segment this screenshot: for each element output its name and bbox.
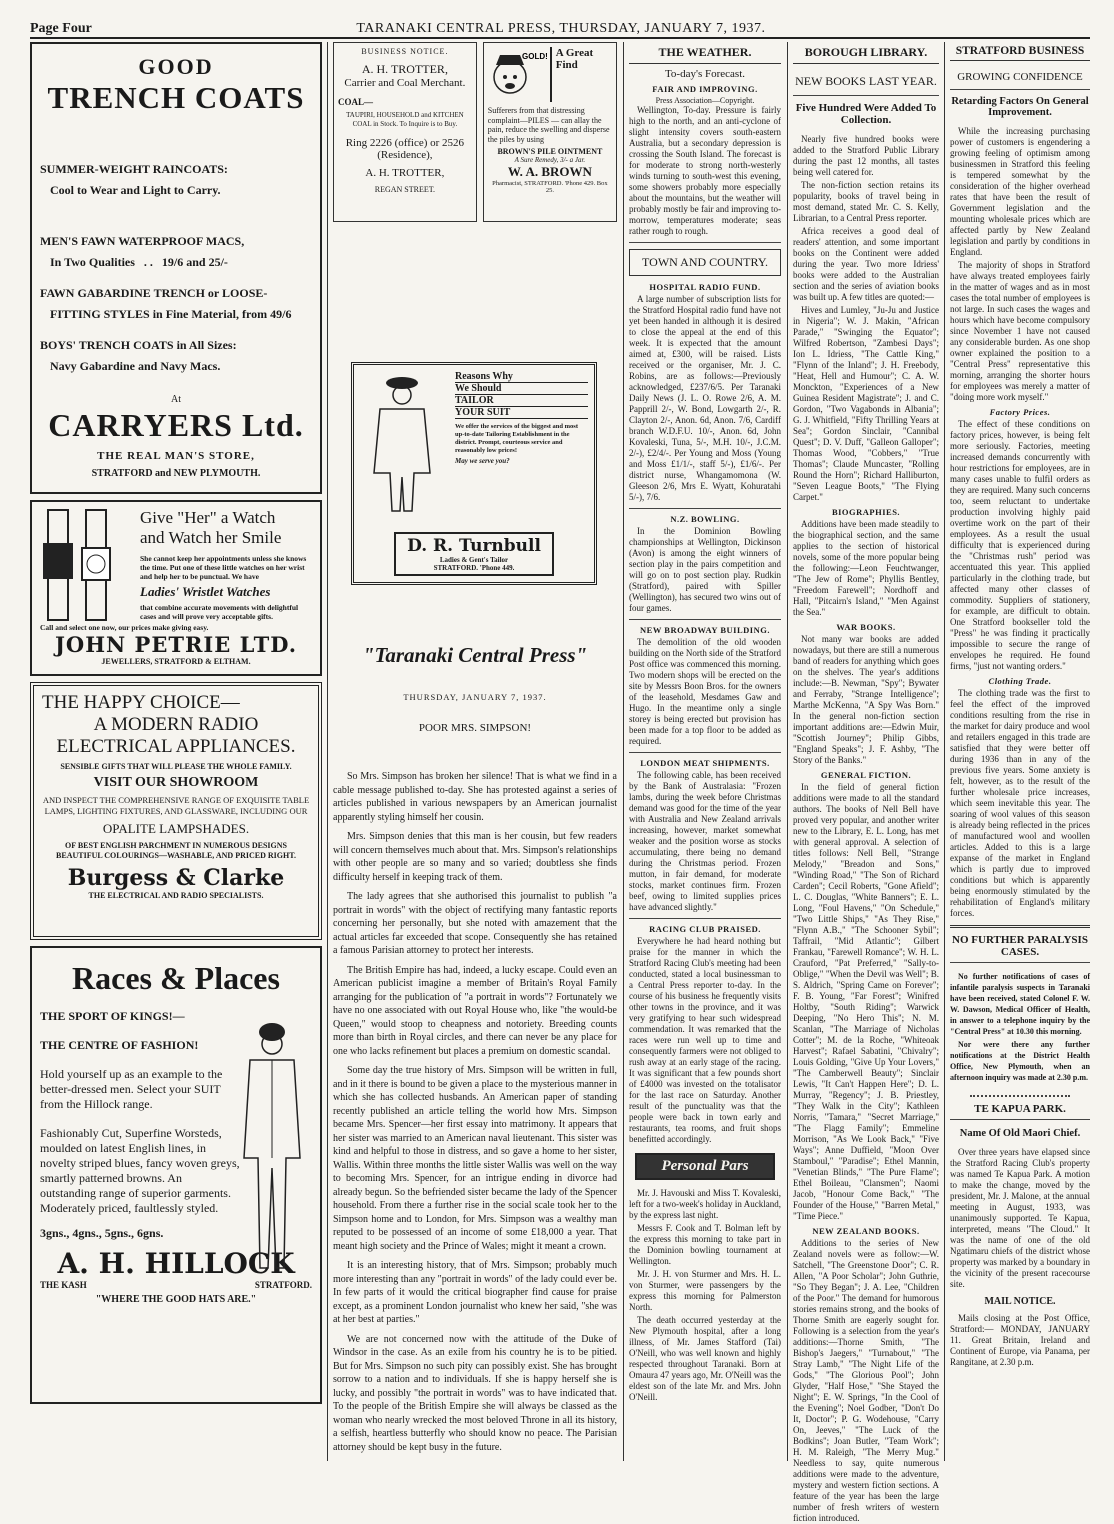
brown-found: A Great Find bbox=[550, 47, 606, 102]
trotter-coal: COAL— bbox=[338, 97, 374, 107]
watch-firm: JOHN PETRIE LTD. bbox=[54, 632, 298, 657]
business-sub-2: Retarding Factors On General Improvement. bbox=[951, 96, 1089, 118]
ad-trench-at: At bbox=[171, 394, 181, 405]
town-item bbox=[629, 625, 781, 747]
business-paragraph: While the increasing purchasing power of customers is engendering a growing feeling of optimism among businessmen in Stratford this feeling is tempered somewhat by the consideration of the higher overhead rates that have been the result of Government legislation and the mounting wholesale prices which are affected partly by New Zealand legislation and partly by conditions in England. bbox=[950, 126, 1090, 257]
mail-notice-title: MAIL NOTICE. bbox=[984, 1296, 1056, 1307]
business-clothing: The clothing trade was the first to feel the effect of the improved conditions resulting from the rise in the market for dairy produce and wool and retailers engaged in this trade are satisfied that they were better off during 1936 than in any of the previous five years. Some anxiety is felt, however, as to the result of the further wholesale price increases, which seem inevitable this year. The soaring of wool values of this season is already being reflected in the prices of manufactured wool and woollen articles. Added to this is a large expanse of the market in England which is partly due to improved conditions but which is apparently being enormously stimulated by the rehabilitation of England's military forces. bbox=[950, 688, 1090, 918]
column-advertisements bbox=[30, 42, 322, 1461]
watch-headline-2: and Watch her Smile bbox=[140, 528, 282, 547]
ad-trench-line5: FAWN GABARDINE TRENCH or LOOSE- bbox=[40, 286, 268, 300]
personal-item: Messrs F. Cook and T. Bolman left by the express this morning to take part in the Dominion bowling tournament at Wellington. bbox=[629, 1223, 781, 1266]
masthead-line: TARANAKI CENTRAL PRESS, THURSDAY, JANUARY 7, 1937. bbox=[356, 21, 766, 36]
paralysis-text-1: No further notifications of cases of infantile paralysis suspects in Taranaki have been received, stated Colonel F. W. W. Dawson, Medical Officer of Health, in answer to a telephone inquiry by the "Central Press" at 10.30 this morning. bbox=[950, 972, 1090, 1036]
hillock-right: STRATFORD. bbox=[254, 1280, 312, 1290]
hillock-slogan: "WHERE THE GOOD HATS ARE." bbox=[95, 1294, 257, 1305]
weather-sub: FAIR AND IMPROVING. bbox=[652, 84, 758, 94]
ad-trench-coats bbox=[30, 42, 322, 494]
column-library bbox=[793, 42, 939, 1523]
ad-trench-towns: STRATFORD and NEW PLYMOUTH. bbox=[91, 468, 261, 479]
page-label: Page Four bbox=[30, 21, 92, 36]
editorial-paragraph: We are not concerned now with the attitude of the Duke of Windsor in the case. As an exile from his country he is to be pitied. But for Mrs. Simpson no such pity can possibly exist. She has brought sorrow to a nation and to individuals. If she is happy herself she is lucky, and possibly "the portrait in words" was to have indicated that. To the people of the British Empire she will always be classed as the woman who nearly wrecked the most beloved Throne in all its history, a selfish, heartless butterfly who should know no peace. The Parisian attorney should be kept busy in the future. bbox=[333, 1333, 617, 1453]
tailored-man-illustration bbox=[362, 373, 442, 513]
town-item bbox=[629, 514, 781, 614]
ad-trench-good: GOOD bbox=[138, 54, 214, 79]
races-line-4: Fashionably Cut, Superfine Worsteds, moulded on latest English lines, in novelty striped blues, fancy woven greys, smartly patterned browns. An outstanding range of superior garments. Moderately priced, faultlessly styled. bbox=[40, 1126, 240, 1215]
ad-hillock-suits bbox=[30, 946, 322, 1404]
town-item-text: Everywhere he had heard nothing but praise for the manner in which the Stratford Racing Club's meeting had been conducted, stated a local businessman to a Central Press reporter to-day. In the course of his business he frequently visits other towns in the province, and it was very gratifying to hear such widespread commendation. It was remarked that the races were run well up to time and consequently farmers were not obliged to rush away at an early stage of the racing. It was significant that a few pounds short of £4000 was invested on the totalisator for the last race on Saturday. Another result of the punctuality was that the people were back in town early and restaurants, tea rooms, and fruit shops benefitted accordingly. bbox=[629, 936, 781, 1144]
town-item-heading: RACING CLUB PRAISED. bbox=[649, 924, 761, 934]
ad-trotter bbox=[333, 42, 477, 222]
trotter-coal-text: TAUPIRI, HOUSEHOLD and KITCHEN COAL in Stock. To Inquire is to Buy. bbox=[346, 111, 464, 128]
races-prices: 3gns., 4gns., 5gns., 6gns. bbox=[40, 1226, 164, 1240]
races-title: Races & Places bbox=[72, 960, 280, 996]
editorial-title: POOR MRS. SIMPSON! bbox=[418, 722, 532, 734]
town-country-title: TOWN AND COUNTRY. bbox=[629, 249, 781, 276]
library-paragraph: The non-fiction section retains its popularity, books of travel being in most demand, stated Mr. C. S. Kelly, Librarian, to a Central Press reporter. bbox=[793, 180, 939, 223]
radio-line-3: ELECTRICAL APPLIANCES. bbox=[56, 736, 296, 757]
library-paragraph: Africa receives a good deal of readers' attention, and some important books on the Continent were added during the year. Two more Idriess' books were added to the Australian section and the series of aviation books was built up. A few titles are quoted:— bbox=[793, 226, 939, 302]
radio-firm: Burgess & Clarke bbox=[67, 865, 285, 891]
town-item-heading: HOSPITAL RADIO FUND. bbox=[649, 282, 761, 292]
tailor-ask: May we serve you? bbox=[455, 457, 510, 465]
weather-credit: Press Association—Copyright. bbox=[655, 96, 755, 105]
trotter-ring: Ring 2226 (office) or 2526 (Residence), bbox=[345, 137, 465, 161]
town-item bbox=[629, 282, 781, 503]
editorial-masthead: "Taranaki Central Press" bbox=[362, 643, 588, 667]
library-nz: Additions to the series of New Zealand novels were as follow:—W. Satchell, "The Greenstone Door"; C. R. Allen, "A Poor Scholar"; John Guthrie, "So They Began"; J. A. Lee, "Children of the Poor." The demand for humorous stories remains strong, and the books of Thorne Smith are eagerly sought for. Following is a selection from the year's additions:—Thorne Smith, "The Bishop's Jaegers," "Turnabout," "The Stray Lamb," "The Night Life of the Gods," "The Glorious Pool"; John Glyder, "Half Hose," "She Stayed the Night"; E. W. Springs, "In the Cool of the Evening"; Noel Godber, "Don't Do It, Doctor"; P. G. Wodehouse, "Carry On, Jeeves," "The Luck of the Bodkins"; Joan Butler, "Team Work"; H. M. Raleigh, "The Merry Mug." Needless to say, quite numerous additions were made to the adventure, mystery and western fiction sections. A feature of the year has been the large number of fresh writers of western fiction introduced. bbox=[793, 1238, 939, 1523]
ad-trench-line7: BOYS' TRENCH COATS in All Sizes: bbox=[40, 338, 237, 352]
personal-item: Mr. J. H. von Sturmer and Mrs. H. L. von Sturmer, were passengers by the express this morning for Palmerston North. bbox=[629, 1269, 781, 1312]
library-nz-heading: NEW ZEALAND BOOKS. bbox=[812, 1226, 920, 1236]
tailor-heading-3: TAILOR bbox=[455, 395, 588, 407]
paralysis-title: NO FURTHER PARALYSIS CASES. bbox=[950, 934, 1090, 963]
ad-turnbull-tailor bbox=[351, 362, 597, 585]
gold-prospector-illustration bbox=[488, 47, 550, 102]
town-item bbox=[629, 924, 781, 1145]
radio-firm-sub: THE ELECTRICAL AND RADIO SPECIALISTS. bbox=[88, 891, 264, 900]
ad-trench-line3: MEN'S FAWN WATERPROOF MACS, bbox=[40, 234, 245, 248]
watch-text-1: She cannot keep her appointments unless she knows the time. Put one of these little watches on her wrist and help her to be punctual. We have bbox=[140, 554, 307, 581]
personal-pars-title: Personal Pars bbox=[635, 1153, 775, 1180]
kapua-title: TE KAPUA PARK. bbox=[950, 1103, 1090, 1120]
hillock-left: THE KASH bbox=[40, 1280, 87, 1290]
library-paragraph: Hives and Lumley, "Ju-Ju and Justice in Nigeria"; W. J. Makin, "African Parade," "Swinging the Equator"; Wilfred Robertson, "Zambesi Days"; Ion L. Idriess, "The Cattle King," "Flynn of the Inland"; J. H. Freebody, "Heat, Hell and Humour"; C. A. W. Monckton, "Experiences of a New Guinea Resident Magistrate"; J. and C. Gordon, "Two Vagabonds in Albania"; G. J. Whitfield, "Fifty Thrilling Years at Sea"; Gordon Sinclair, "Cannibal Quest"; D. V. Duff, "Galleon Galloper"; Thomas Wood, "Cobbers," "True Thomas"; Claude Muncaster, "Rolling Round the Horn"; Richard Halliburton, "Seven League Boots," "The Flying Carpet." bbox=[793, 305, 939, 502]
brown-firm: W. A. BROWN bbox=[507, 164, 592, 179]
ad-trench-line1: SUMMER-WEIGHT RAINCOATS: bbox=[40, 162, 228, 176]
trotter-street: REGAN STREET. bbox=[374, 185, 436, 194]
radio-line-7: OPALITE LAMPSHADES. bbox=[102, 821, 250, 836]
trotter-sign: A. H. TROTTER, bbox=[365, 167, 445, 179]
watch-headline-1: Give "Her" a Watch bbox=[140, 508, 276, 527]
ad-trench-title: TRENCH COATS bbox=[47, 80, 305, 115]
ad-trench-line2: Cool to Wear and Light to Carry. bbox=[50, 183, 221, 197]
town-item bbox=[629, 758, 781, 913]
tailor-heading-2: We Should bbox=[455, 383, 588, 395]
town-item-text: The following cable, has been received by the Bank of Australasia: "Frozen lambs, during the week before Christmas demand was good for the time of the year with Australia and New Zealand arrivals increasing, however, market somewhat weaker and the position worse as stocks accumulating, there being no demand during the Christmas period. Frozen mutton, in fair demand, for moderate stocks, market continues firm. Frozen beef, owing to limited supplies prices have advanced slightly." bbox=[629, 770, 781, 912]
column-business bbox=[950, 42, 1090, 1461]
kapua-sub: Name Of Old Maori Chief. bbox=[959, 1128, 1081, 1139]
radio-line-2: A MODERN RADIO bbox=[93, 714, 259, 735]
editorial-paragraph: The British Empire has had, indeed, a lucky escape. Could even an American publicist imagine a member of Britain's Royal Family arranging for the publication of "a portrait in words"? Fortunately we have no one associated with out Royal House who, like "the would-be Queen," would stoop to cheapness and notoriety. Breeding counts more than birth in Royal circles, and there can never be any place for one who lacks refinement but places a premium on domestic scandal. bbox=[333, 964, 617, 1057]
library-war: Not many war books are added nowadays, but there are still a numerous band of readers for anything which goes on the shelves. The year's additions include:—B. Newman, "Spy"; Bywater and Ferraby, "Strange Intelligence"; Marthe McKenna, "A Spy Was Born." In the general non-fiction section important additions are:—Edwin Muir, "Scottish Journey"; Philip Gibbs, "England Speaks"; J. F. Ashby, "The Story of the Banks." bbox=[793, 634, 939, 765]
editorial-paragraph: Some day the true history of Mrs. Simpson will be written in full, and in it there is bound to be given a place to the mysterious manner in which she has collected husbands. An American paper of standing recently published an article telling the world how Mrs. Simpson became Mrs. Spencer—her first essay into matrimony. It appears that her sister was married to an American naval lieutenant. This sister was kind and helpful to those in distress, and so gave a home to her sister, Wallis. Within three months the little sister Wallis was well on the way to becoming Mrs. Spencer, for an intrigue ending in divorce had already begun. So the befriended sister became the lady of the Spencer household. From there a further rise in the social scale took her to the Simpson home and to London, for Mrs. Simpson was a wealthy man reputed to be possessed of an income of some £18,000 a year. That meant high society and the Prince of Wales; might it meant a crown. bbox=[333, 1065, 617, 1252]
watch-subtitle: Ladies' Wristlet Watches bbox=[140, 584, 271, 599]
editorial-date: THURSDAY, JANUARY 7, 1937. bbox=[403, 692, 547, 702]
trotter-trade: Carrier and Coal Merchant. bbox=[344, 77, 466, 89]
races-line-1: THE SPORT OF KINGS!— bbox=[40, 1009, 185, 1023]
editorial-paragraph: It is an interesting history, that of Mrs. Simpson; probably much more interesting than any "portrait in words" of the lady could ever be. In few parts of it would the critical biographer find cause for praise except, as a prominent London journalist who knew her said, "she was at her best at parties." bbox=[333, 1260, 617, 1325]
library-paragraph: Nearly five hundred books were added to the Stratford Public Library during the past 12 months, all tastes being well catered for. bbox=[793, 134, 939, 177]
business-paragraph: The majority of shops in Stratford have always treated employees fairly in the matter of wages and as in most cases the total number of employees is not large. In such cases the wages and hours which have become compulsory since November 1 have not caused any considerable burden. As one shop owner explained the position to a "Central Press" representative this morning, arranging the shorter hours for employees was merely a matter of "doing more work myself." bbox=[950, 260, 1090, 402]
tailor-text: We offer the services of the biggest and most up-to-date Tailoring Establishment in the district. Prompt, courteous service and reasonably low prices! bbox=[455, 423, 578, 454]
mail-notice-text: Mails closing at the Post Office, Stratford:— MONDAY, JANUARY 11. Great Britain, Ireland and Continent of Europe, via Panama, per Rangitane, at 2.30 p.m. bbox=[950, 1313, 1090, 1367]
ad-trench-line8: Navy Gabardine and Navy Macs. bbox=[50, 359, 221, 373]
weather-forecast: To-day's Forecast. bbox=[664, 68, 746, 80]
hillock-firm: A. H. HILLOCK bbox=[57, 1247, 295, 1280]
watch-illustration bbox=[38, 508, 128, 628]
library-war-heading: WAR BOOKS. bbox=[836, 622, 896, 632]
brown-remedy: A Sure Remedy, 3/- a Jar. bbox=[514, 156, 586, 164]
watch-text-2: that combine accurate movements with delightful cases and will prove very acceptable gifts. bbox=[140, 603, 299, 621]
tailor-firm: D. R. Turnbull bbox=[407, 536, 541, 556]
races-line-2: THE CENTRE OF FASHION! bbox=[40, 1038, 199, 1052]
business-title: STRATFORD BUSINESS bbox=[950, 42, 1090, 61]
trotter-name: A. H. TROTTER, bbox=[361, 62, 448, 76]
business-factory-heading: Factory Prices. bbox=[989, 407, 1051, 417]
brown-firm-sub: Pharmacist, STRATFORD. 'Phone 429. Box 25. bbox=[492, 180, 608, 194]
editorial-paragraph: So Mrs. Simpson has broken her silence! That is what we find in a cable message published to-day. She has protested against a series of articles published in various newspapers by an American journalist apparently styling himself her cousin. bbox=[333, 771, 617, 823]
watch-text-3: Call and select one now, our prices make giving easy. bbox=[40, 623, 209, 632]
radio-line-4: SENSIBLE GIFTS THAT WILL PLEASE THE WHOLE FAMILY. bbox=[60, 762, 292, 771]
radio-line-5: VISIT OUR SHOWROOM bbox=[93, 775, 259, 790]
tailor-firm-sub: Ladies & Gent's Tailor bbox=[439, 556, 509, 564]
library-sub-2: Five Hundred Were Added To Collection. bbox=[795, 102, 937, 126]
personal-item: The death occurred yesterday at the New Plymouth hospital, after a long illness, of Mr. James Stafford (Tai) O'Neill, who was well known and highly respected throughout Taranaki. Born at Omaura 47 years ago, Mr. O'Neill was the eldest son of the late Mr. and Mrs. John O'Neill. bbox=[629, 1315, 781, 1402]
library-title: BOROUGH LIBRARY. bbox=[793, 42, 939, 64]
library-fiction-heading: GENERAL FICTION. bbox=[820, 770, 912, 780]
brown-text: Sufferers from that distressing complaint—PILES — can allay the pain, reduce the swelling and disperse the piles by using bbox=[487, 106, 610, 144]
trotter-notice: BUSINESS NOTICE. bbox=[361, 47, 449, 56]
town-item-heading: NEW BROADWAY BUILDING. bbox=[640, 625, 770, 635]
brown-product: BROWN'S PILE OINTMENT bbox=[497, 147, 603, 156]
tailor-firm-addr: STRATFORD. 'Phone 449. bbox=[433, 564, 515, 572]
business-clothing-heading: Clothing Trade. bbox=[988, 676, 1052, 686]
ad-trench-line6: FITTING STYLES in Fine Material, from 49/6 bbox=[50, 307, 292, 321]
town-item-text: A large number of subscription lists for the Stratford Hospital radio fund have not yet been handed in although it is desired to close the appeal at the end of this week. It is expected that the amount aimed at, £300, will be raised. Lists received or the organiser, Mr. J. C. Robins, are as follows:—Previously acknowledged, £237/6/5. Per Taranaki Daily News (J. L. O. Rowe 2/6, A. M. Papprill 2/-, W. Bond, Lowgarth 2/-, R. Clayton 2/-, Anon. 6d, Anon. 7/6, Cardiff branch W.D.F.U. 10/-, Anon. 6d, John Kovaleski, Tuna, 5/-, M.H. 10/-, J.C.M. 2/-), £2/4/-. Per Young and Moss (Young and Moss £1/1/-, staff 5/-), £1/6/-. Per district nurse, Whangamomona (W. Gleeson 2/6, Mrs E. Wyatt, Kohuratahi 5/-), 7/6. bbox=[629, 294, 781, 502]
man-in-suit-illustration bbox=[236, 1018, 306, 1278]
town-item-heading: LONDON MEAT SHIPMENTS. bbox=[640, 758, 770, 768]
ad-trench-line4: In Two Qualities . . 19/6 and 25/- bbox=[50, 255, 228, 269]
library-biographies-heading: BIOGRAPHIES. bbox=[831, 507, 901, 517]
personal-item: Mr. J. Havouski and Miss T. Kovaleski, left for a two-week's holiday in Auckland, by the express last night. bbox=[629, 1188, 781, 1220]
radio-line-8: OF BEST ENGLISH PARCHMENT IN NUMEROUS DESIGNS BEAUTIFUL COLOURINGS—WASHABLE, AND PRICED RIGHT. bbox=[56, 841, 296, 860]
kapua-text: Over three years have elapsed since the Stratford Racing Club's property was named Te Kapua Park. A motion to make the change, moved by the president, Mr. J. Malone, at the annual meeting in August, 1933, was unanimously supported. Te Kapua, interpreted, means "The Cloud." It was the name of one of the old Ngatimaru chiefs of the district whose property was marked by a boundary in the vicinity of the present racecourse site. bbox=[950, 1147, 1090, 1289]
paralysis-text-2: Nor were there any further notifications at the District Health Office, New Plymouth, when an afternoon inquiry was made at 2.30 p.m. bbox=[950, 1040, 1090, 1082]
business-factory: The effect of these conditions on factory prices, however, is being felt more seriously. Factories, meeting increased demands concurrently with hour restrictions for employees, are in many cases unable to fulfil orders as they are required. Many such concerns too, seem reluctant to undertake production involving highly paid overtime work on the part of their employees. As a result the usual difficulty that is experienced during the "Christmas rush" period was accentuated this year. This applied particularly in the clothing trade, but affected many other classes of commodity. Suppliers of stationery, for example, are difficult to obtain. One Stratford bookseller told the "Press" he was finding it practically impossible to secure the range of envelopes he required. He found firms, "just not wanting orders." bbox=[950, 419, 1090, 671]
tailor-heading-1: Reasons Why bbox=[455, 371, 588, 383]
ad-brown-pile-ointment bbox=[483, 42, 617, 222]
column-editorial bbox=[333, 42, 617, 1461]
ad-trench-tagline: THE REAL MAN'S STORE, bbox=[97, 450, 255, 462]
library-biographies: Additions have been made steadily to the biographical section, and the same applies to the section of historical novels, some of the more popular being the following:—Leon Feuchtwanger, "The Jew of Rome"; Phyllis Bentley, "Freedom Farewell"; Nordhoff and Hall, "Pitcairn's Island," "Men Against the Sea." bbox=[793, 519, 939, 617]
library-fiction: In the field of general fiction additions were made to all the standard authors. The books of Nell Bell have proved very popular, and another writer new to the Library, E. L. Long, has met with general approval. A selection of titles follows: Nell Bell, "Strange Melody," "Breadon and Sons," "Winding Road," "The Son of Richard Carden"; Cecil Roberts, "Gone Afield"; L. C. Douglas, "White Banners"; E. L. Long, "Foul Havens," "On Schedule," "Two Little Ships," "As They Rise," "Flynn A.B.," "The Schooner Sybil"; Taffrail, "Mid Atlantic"; Gilbert Frankau, "Farewell Romance"; W. H. L. Crauford, "Pat Preferred," "Sally-to-Oblige," "When the Devil was Well"; B. S. Aldrich, "Spring Came on Forever"; F. B. Young, "Far Forest"; Winifred Holtby, "South Riding"; Warwick Deeping, "No Hero This"; N. M. Scanlan, "The Marriage of Nicholas Cotter"; M. de la Roche, "Whiteoak Harvest"; Rafael Sabatini, "Chivalry"; Louis Golding, "Give Up Your Lovers," "The Camberwell Beauty"; Sinclair Lewis, "It Can't Happen Here"; D. L. Murray, "Regency"; J. B. Priestley, "They Walk in the City"; Kathleen Norris, "Tamara," "Secret Marriage," "The Flagg Family"; Emmeline Morrison, "As We Look Back," "Five Ways"; Anne Duffield, "Moon Over Stamboul," "Paradise"; Ethel Mannin, "Venetian Blinds," "The Pure Flame"; Ethel Boileau, "Clansmen"; Naomi Jacob, "Honour Come Back," "The Founder of the House," "Barren Metal," "Time Piece." bbox=[793, 782, 939, 1221]
radio-line-6: AND INSPECT THE COMPREHENSIVE RANGE OF EXQUISITE TABLE LAMPS, LIGHTING FIXTURES, AND GLASSWARE, INCLUDING OUR bbox=[42, 795, 310, 816]
town-item-heading: N.Z. BOWLING. bbox=[670, 514, 740, 524]
ad-wristlet-watches bbox=[30, 500, 322, 676]
watch-firm-sub: JEWELLERS, STRATFORD & ELTHAM. bbox=[101, 657, 251, 666]
town-item-text: In the Dominion Bowling championships at Wellington, Dickinson (Avon) is among the eight winners of section play in the pairs competition and will go on to post section play. Rudkin (Stratford), paired with Spiller (Wellington), has secured two wins out of four games. bbox=[629, 526, 781, 613]
tailor-heading-4: YOUR SUIT bbox=[455, 407, 588, 419]
gold-shout: GOLD! bbox=[521, 52, 548, 61]
weather-text: Wellington, To-day. Pressure is fairly high to the north, and an anti-cyclone of slight intensity covers south-eastern Australia, but a secondary depression is crossing the South Island. The forecast is for moderate to strong north-westerly winds turning to south-west this evening, some showers probably more especially about the mountains, but the weather will probably mostly be fair and improving to-morrow, temperatures moderate; seas rather rough to rough. bbox=[629, 105, 781, 236]
races-line-3: Hold yourself up as an example to the better-dressed men. Select your SUIT from the Hillock range. bbox=[40, 1067, 223, 1111]
town-item-text: The demolition of the old wooden building on the North side of the Stratford Post office was commenced this morning. Two modern shops will be erected on the site by Messrs Boon Bros. for the owners of the leasehold, Mesdames Gaw and Hugo. In the meantime only a single storey is being erected but provision has been made for a top floor to be added as required. bbox=[629, 637, 781, 746]
business-sub-1: GROWING CONFIDENCE bbox=[950, 71, 1090, 90]
weather-title: THE WEATHER. bbox=[629, 42, 781, 64]
column-weather-town bbox=[629, 42, 781, 1461]
library-sub-1: NEW BOOKS LAST YEAR. bbox=[793, 74, 939, 96]
ad-electrical-appliances bbox=[30, 682, 322, 940]
ad-trench-store: CARRYERS Ltd. bbox=[48, 407, 304, 443]
radio-line-1: THE HAPPY CHOICE— bbox=[42, 692, 240, 713]
page-header bbox=[30, 15, 1090, 39]
editorial-paragraph: Mrs. Simpson denies that this man is her cousin, but few readers will concern themselves much about that. Mrs. Simpson's relationships with other people are so many and so varied; doubtless she finds difficulty herself in keeping track of them. bbox=[333, 831, 617, 883]
editorial-paragraph: The lady agrees that she authorised this journalist to publish "a portrait in words" with the object of rectifying many fantastic reports concerning her personally, but she noted with amazement that the actual articles far exceeded that scope. Consequently she has retained a famous Parisian attorney to protect her interests. bbox=[333, 891, 617, 956]
editorial-body bbox=[333, 770, 617, 1454]
